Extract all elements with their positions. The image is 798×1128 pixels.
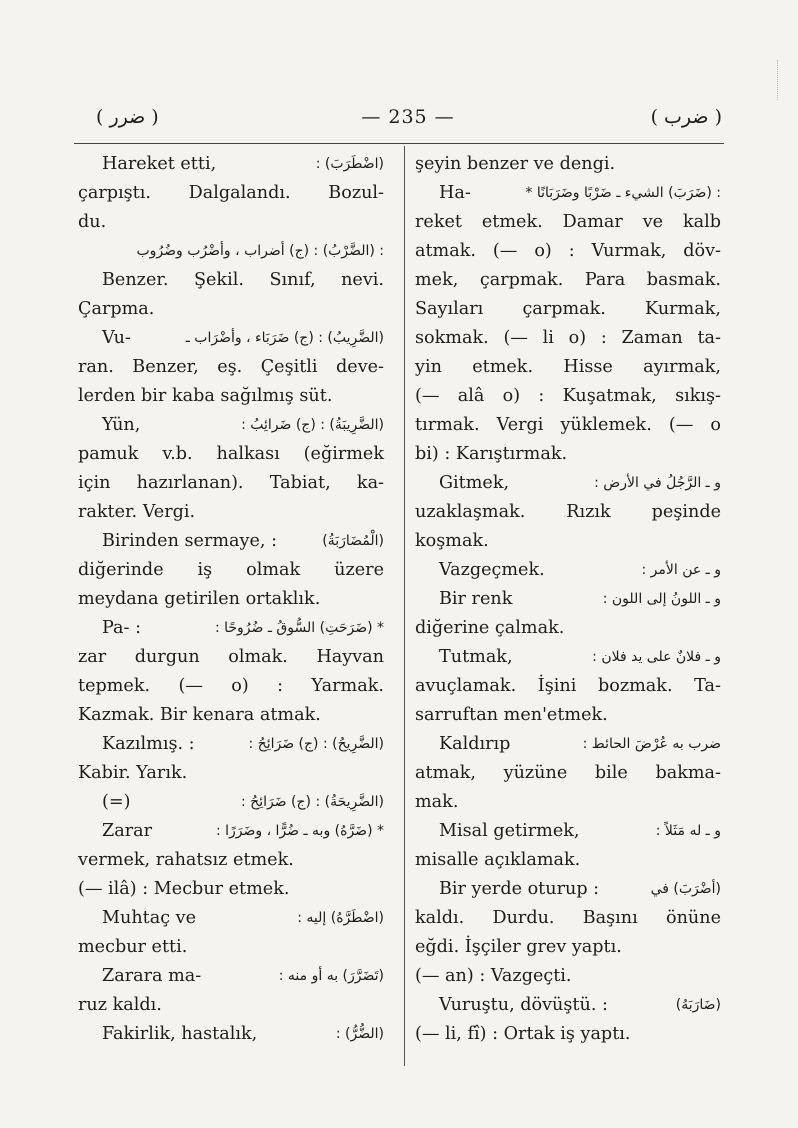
text-line (78, 759, 384, 788)
line-text: Sayıları çarpmak. Kurmak, (415, 299, 721, 319)
text-line (78, 440, 384, 469)
line-text: Pa- : (102, 618, 142, 638)
text-line (78, 237, 384, 266)
line-text: Kabir. Yarık. (78, 763, 188, 783)
line-text: pamuk v.b. halkası (eğirmek (78, 444, 384, 464)
line-text: uzaklaşmak. Rızık peşinde (415, 502, 721, 522)
arabic-headword: (تَضَرَّرَ) به أو منه : (278, 968, 384, 984)
text-line (415, 353, 721, 382)
line-text: kaldı. Durdu. Başını önüne (415, 908, 721, 928)
line-text: ran. Benzer, eş. Çeşitli deve- (78, 357, 384, 377)
text-line (78, 324, 384, 353)
line-text: (=) (102, 792, 131, 812)
arabic-headword: * (ضَرَحَتِ) السُّوقُ ـ ضُرُوحًا : (214, 620, 384, 636)
line-text: sarruftan men'etmek. (415, 705, 608, 725)
arabic-headword: ضرب به عُرْضَ الحائط : (582, 736, 721, 752)
line-text: vermek, rahatsız etmek. (78, 850, 294, 870)
arabic-headword: و ـ عن الأمر : (641, 562, 721, 578)
line-text: Bir yerde oturup : (439, 879, 600, 899)
arabic-headword: (اضْطَرَّهُ) إليه : (297, 910, 384, 926)
line-text: Misal getirmek, (439, 821, 580, 841)
text-line (78, 933, 384, 962)
line-text: Ha- (439, 183, 471, 203)
line-text: Zarar (102, 821, 153, 841)
line-text: bi) : Karıştırmak. (415, 444, 568, 464)
line-text: zar durgun olmak. Hayvan (78, 647, 384, 667)
text-line (415, 585, 721, 614)
text-line (415, 1020, 721, 1049)
line-text: yin etmek. Hisse ayırmak, (415, 357, 721, 377)
right-column (415, 150, 721, 1049)
line-text: Vazgeçmek. (439, 560, 545, 580)
text-line (415, 179, 721, 208)
line-text: koşmak. (415, 531, 489, 551)
arabic-headword: (ضَارَبَهُ) (675, 997, 721, 1013)
text-line (78, 614, 384, 643)
line-text: Birinden sermaye, : (102, 531, 278, 551)
text-line (78, 179, 384, 208)
text-line (78, 266, 384, 295)
line-text: mek, çarpmak. Para basmak. (415, 270, 721, 290)
line-text: tepmek. (— o) : Yarmak. (78, 676, 384, 696)
arabic-headword: و ـ فلانٌ على يد فلان : (592, 649, 721, 665)
arabic-headword: (الضَّرِيبُ) : (ج) ضَرَبَاء ، وأضْرَاب ـ (185, 330, 384, 346)
line-text: Vuruştu, dövüştü. : (439, 995, 608, 1015)
line-text: Kaldırıp (439, 734, 511, 754)
text-line (78, 875, 384, 904)
line-text: Hareket etti, (102, 154, 217, 174)
line-text: eğdi. İşçiler grev yaptı. (415, 937, 622, 957)
text-line (78, 382, 384, 411)
line-text: diğerinde iş olmak üzere (78, 560, 384, 580)
line-text: Bir renk (439, 589, 513, 609)
text-line (415, 556, 721, 585)
text-line (78, 817, 384, 846)
arabic-headword: (اضْطَرَبَ) : (315, 156, 384, 172)
line-text: (— li, fî) : Ortak iş yaptı. (415, 1024, 631, 1044)
text-line (415, 150, 721, 179)
text-line (78, 208, 384, 237)
text-line (415, 324, 721, 353)
line-text: Muhtaç ve (102, 908, 197, 928)
line-text: Kazılmış. : (102, 734, 195, 754)
line-text: Fakirlik, hastalık, (102, 1024, 258, 1044)
line-text: Zarara ma- (102, 966, 202, 986)
header-rule (74, 143, 724, 144)
text-line (415, 759, 721, 788)
text-line (415, 295, 721, 324)
page-number: — 235 — (361, 106, 455, 128)
arabic-headword: (الضَّرِيبَةُ) : (ج) ضَرائِبُ : (241, 417, 384, 433)
header-left-root: ( ضرر ) (96, 106, 159, 128)
text-line (415, 469, 721, 498)
text-line (78, 701, 384, 730)
text-line (415, 846, 721, 875)
text-line (78, 788, 384, 817)
text-line (78, 904, 384, 933)
line-text: Tutmak, (439, 647, 513, 667)
text-line (415, 208, 721, 237)
arabic-headword: (الضَّرِيحُ) : (ج) ضَرَائِحُ : (248, 736, 384, 752)
line-text: Çarpma. (78, 299, 155, 319)
text-line (415, 411, 721, 440)
text-line (415, 498, 721, 527)
line-text: mak. (415, 792, 459, 812)
text-line (78, 846, 384, 875)
text-line (78, 585, 384, 614)
arabic-headword: * (ضَرَّهُ) وبه ـ ضُرًّا ، وضَرَرًا : (215, 823, 384, 839)
text-line (415, 817, 721, 846)
line-text: şeyin benzer ve dengi. (415, 154, 616, 174)
text-line (78, 411, 384, 440)
text-line (415, 701, 721, 730)
arabic-headword: : (ضَرَبَ) الشيء ـ ضَرْبًا وضَرَبَانًا * (525, 185, 721, 201)
text-line (78, 295, 384, 324)
text-line (78, 730, 384, 759)
line-text: rakter. Vergi. (78, 502, 196, 522)
text-line (415, 730, 721, 759)
text-line (78, 962, 384, 991)
line-text: Kazmak. Bir kenara atmak. (78, 705, 321, 725)
arabic-headword: و ـ اللونُ إلى اللون : (602, 591, 721, 607)
line-text: (— alâ o) : Kuşatmak, sıkış- (415, 386, 721, 406)
text-line (415, 237, 721, 266)
line-text: meydana getirilen ortaklık. (78, 589, 321, 609)
text-line (415, 440, 721, 469)
text-line (415, 962, 721, 991)
arabic-headword: (الضُّرُّ) : (335, 1026, 384, 1042)
arabic-headword: (الْمُضَارَبَةُ) (322, 533, 384, 549)
text-line (78, 469, 384, 498)
arabic-headword: و ـ الرَّجُلُ في الأرض : (594, 475, 721, 491)
line-text: Benzer. Şekil. Sınıf, nevi. (102, 270, 384, 290)
text-line (415, 614, 721, 643)
page-header (96, 106, 722, 134)
line-text: çarpıştı. Dalgalandı. Bozul- (78, 183, 384, 203)
text-line (415, 672, 721, 701)
line-text: lerden bir kaba sağılmış süt. (78, 386, 333, 406)
text-line (78, 672, 384, 701)
text-line (78, 643, 384, 672)
text-line (415, 382, 721, 411)
line-text: Vu- (102, 328, 131, 348)
line-text: ruz kaldı. (78, 995, 162, 1015)
arabic-headword: (الضَّرِيحَةُ) : (ج) ضَرَائِحُ : (240, 794, 384, 810)
line-text: misalle açıklamak. (415, 850, 581, 870)
line-text: (— ilâ) : Mecbur etmek. (78, 879, 290, 899)
margin-mark (777, 60, 780, 100)
text-line (78, 498, 384, 527)
text-line (415, 527, 721, 556)
line-text: diğerine çalmak. (415, 618, 565, 638)
line-text: (— an) : Vazgeçti. (415, 966, 572, 986)
line-text: sokmak. (— li o) : Zaman ta- (415, 328, 721, 348)
text-line (415, 933, 721, 962)
header-right-root: ( ضرب ) (650, 106, 722, 128)
line-text: du. (78, 212, 107, 232)
line-text: Yün, (102, 415, 141, 435)
text-line (78, 1020, 384, 1049)
text-line (78, 556, 384, 585)
text-line (78, 353, 384, 382)
text-line (78, 150, 384, 179)
line-text: için hazırlanan). Tabiat, ka- (78, 473, 384, 493)
text-line (415, 875, 721, 904)
text-line (415, 991, 721, 1020)
line-text: atmak, yüzüne bile bakma- (415, 763, 721, 783)
line-text: atmak. (— o) : Vurmak, döv- (415, 241, 721, 261)
line-text: reket etmek. Damar ve kalb (415, 212, 721, 232)
column-divider (404, 146, 405, 1066)
arabic-headword: و ـ له مَثَلاً : (655, 823, 721, 839)
text-line (78, 527, 384, 556)
line-text: Gitmek, (439, 473, 510, 493)
line-text: tırmak. Vergi yüklemek. (— o (415, 415, 721, 435)
arabic-headword: : (الضَّرْبُ) : (ج) أضراب ، وأضْرُب وضُرُوب (136, 243, 384, 259)
left-column (78, 150, 384, 1049)
text-line (78, 991, 384, 1020)
text-line (415, 266, 721, 295)
text-line (415, 904, 721, 933)
line-text: mecbur etti. (78, 937, 188, 957)
text-line (415, 643, 721, 672)
text-line (415, 788, 721, 817)
arabic-headword: (أضْرَبَ) في (650, 881, 721, 897)
line-text: avuçlamak. İşini bozmak. Ta- (415, 676, 721, 696)
